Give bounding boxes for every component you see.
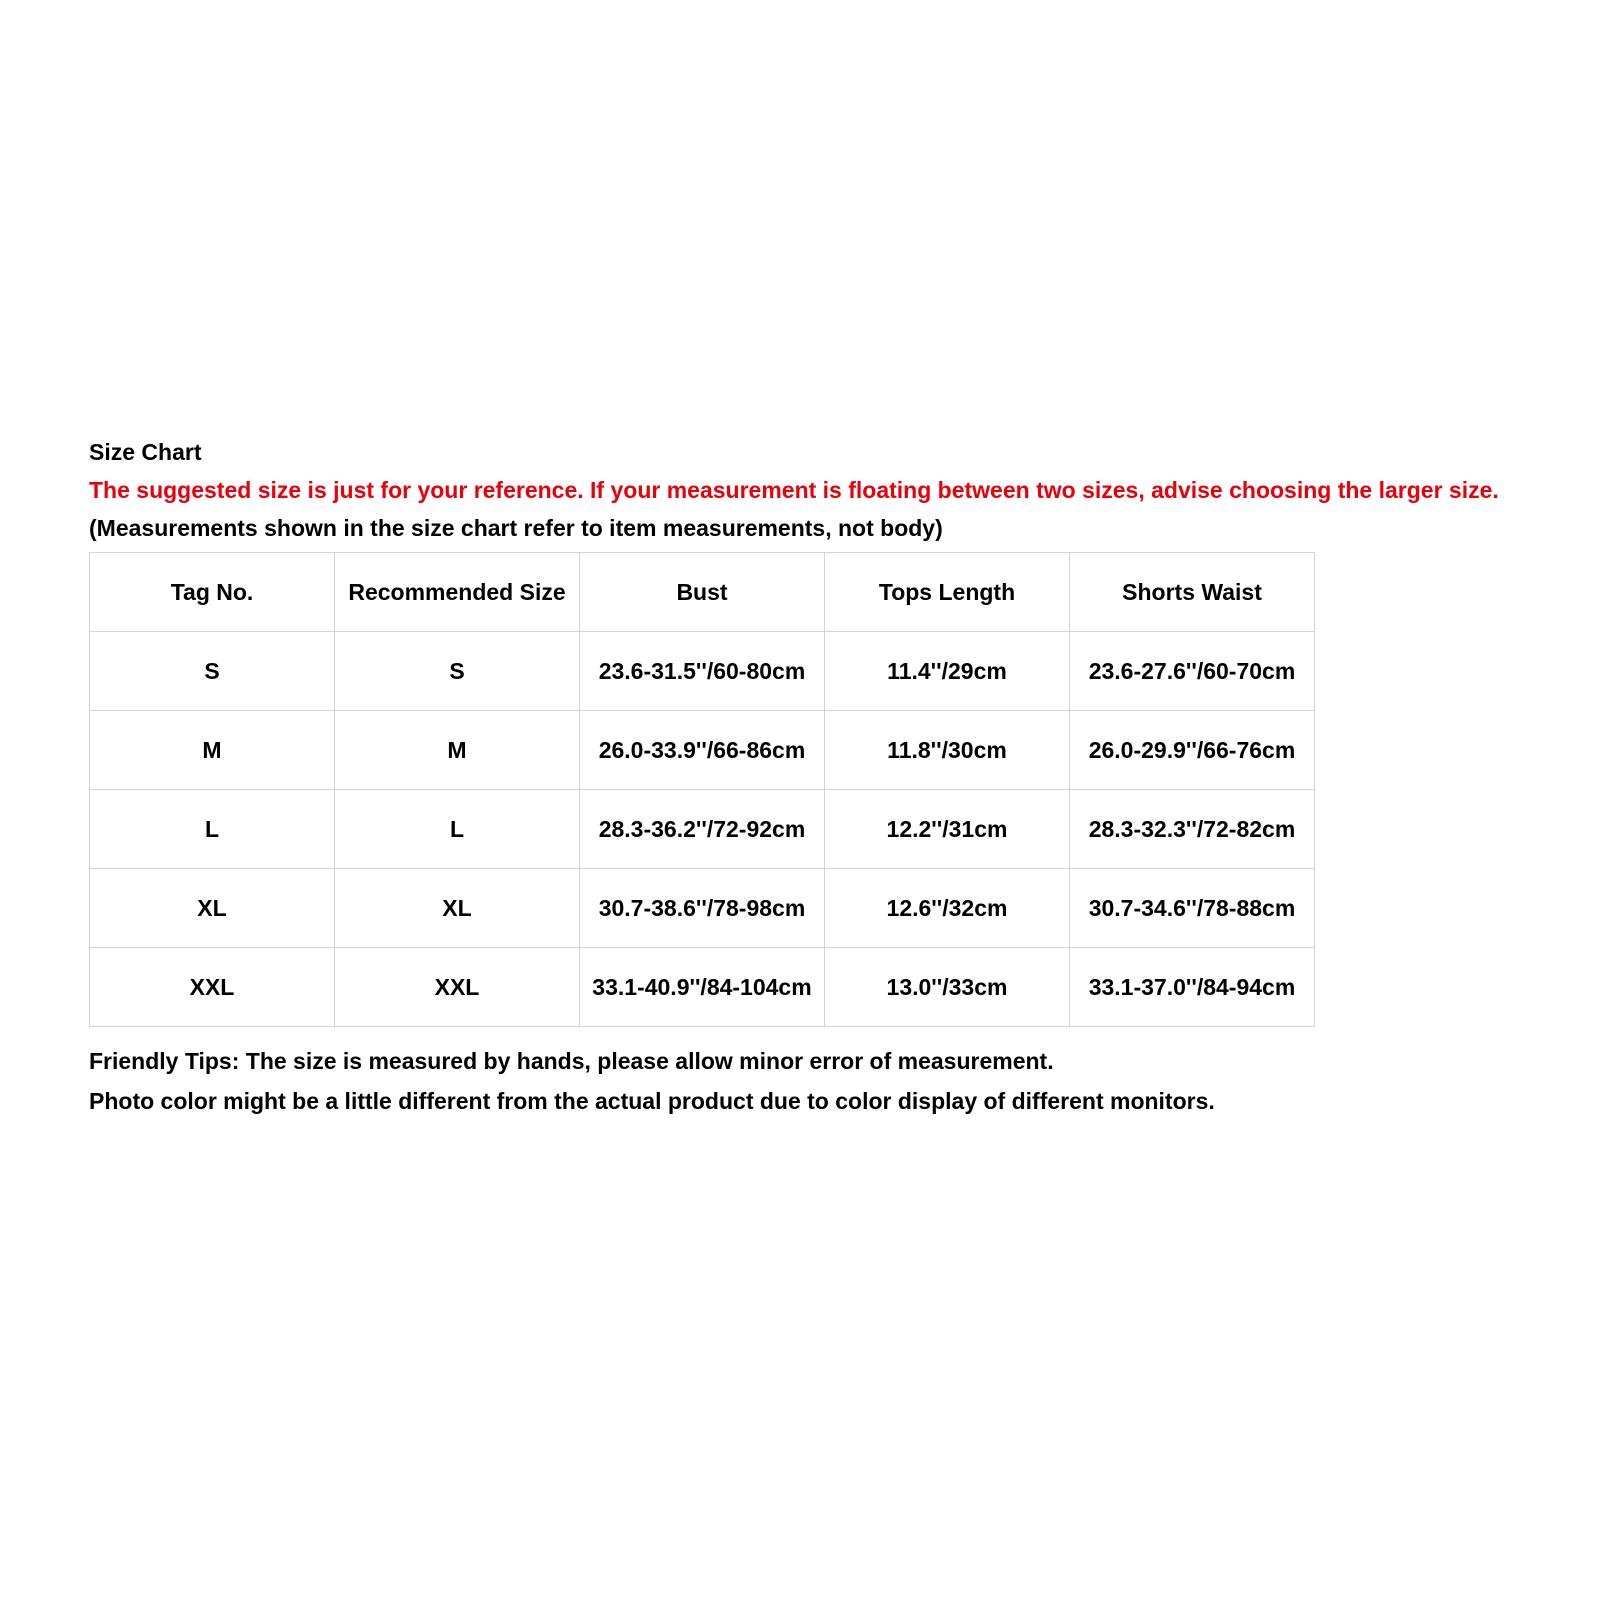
- table-row: [90, 869, 1315, 948]
- table-row: [90, 948, 1315, 1027]
- cell-tag-no: L: [90, 790, 335, 869]
- cell-recommended-size: M: [335, 711, 580, 790]
- table-row: [90, 711, 1315, 790]
- friendly-tip: Friendly Tips: The size is measured by hands, please allow minor error of measurement.: [89, 1048, 1054, 1074]
- cell-tops-length: 12.2''/31cm: [825, 790, 1070, 869]
- cell-bust: 28.3-36.2''/72-92cm: [580, 790, 825, 869]
- table-row: [90, 632, 1315, 711]
- header-tops-length: Tops Length: [825, 553, 1070, 632]
- cell-recommended-size: L: [335, 790, 580, 869]
- size-chart-section: [89, 438, 1519, 1127]
- header-shorts-waist: Shorts Waist: [1070, 553, 1315, 632]
- cell-tag-no: S: [90, 632, 335, 711]
- cell-shorts-waist: 30.7-34.6''/78-88cm: [1070, 869, 1315, 948]
- table-header-row: [90, 553, 1315, 632]
- page-title: Size Chart: [89, 439, 202, 465]
- cell-bust: 33.1-40.9''/84-104cm: [580, 948, 825, 1027]
- cell-shorts-waist: 33.1-37.0''/84-94cm: [1070, 948, 1315, 1027]
- header-recommended-size: Recommended Size: [335, 553, 580, 632]
- header-bust: Bust: [580, 553, 825, 632]
- cell-shorts-waist: 26.0-29.9''/66-76cm: [1070, 711, 1315, 790]
- cell-tag-no: M: [90, 711, 335, 790]
- measurement-note: (Measurements shown in the size chart refer to item measurements, not body): [89, 515, 943, 541]
- header-tag-no: Tag No.: [90, 553, 335, 632]
- cell-recommended-size: XXL: [335, 948, 580, 1027]
- cell-bust: 23.6-31.5''/60-80cm: [580, 632, 825, 711]
- cell-tops-length: 13.0''/33cm: [825, 948, 1070, 1027]
- cell-tag-no: XL: [90, 869, 335, 948]
- table-row: [90, 790, 1315, 869]
- cell-tag-no: XXL: [90, 948, 335, 1027]
- cell-recommended-size: S: [335, 632, 580, 711]
- size-table: [89, 552, 1315, 1027]
- size-notice: The suggested size is just for your reference. If your measurement is floating between two sizes, advise choosing the larger size.: [89, 477, 1499, 503]
- cell-shorts-waist: 28.3-32.3''/72-82cm: [1070, 790, 1315, 869]
- color-disclaimer: Photo color might be a little different from the actual product due to color display of different monitors.: [89, 1088, 1215, 1114]
- tips-section: [89, 1047, 1519, 1115]
- cell-bust: 30.7-38.6''/78-98cm: [580, 869, 825, 948]
- cell-tops-length: 12.6''/32cm: [825, 869, 1070, 948]
- cell-shorts-waist: 23.6-27.6''/60-70cm: [1070, 632, 1315, 711]
- cell-bust: 26.0-33.9''/66-86cm: [580, 711, 825, 790]
- cell-tops-length: 11.8''/30cm: [825, 711, 1070, 790]
- cell-tops-length: 11.4''/29cm: [825, 632, 1070, 711]
- cell-recommended-size: XL: [335, 869, 580, 948]
